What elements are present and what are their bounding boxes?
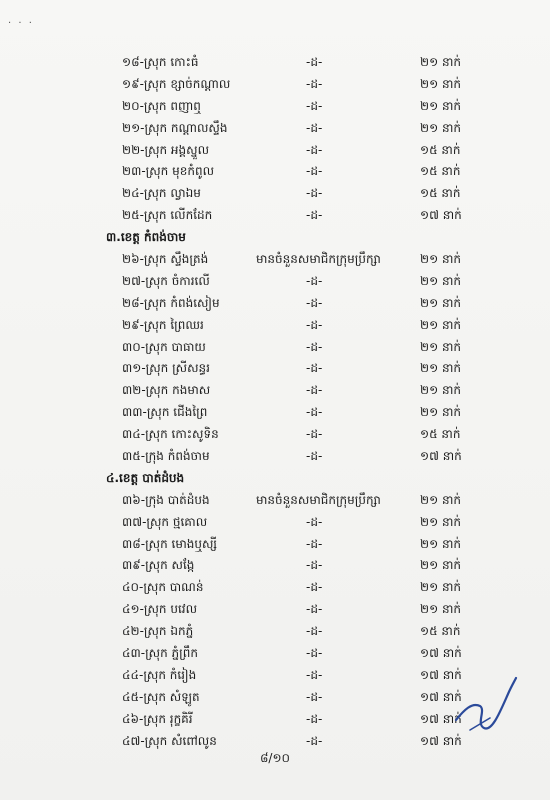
member-note: -ដ- [306,98,323,113]
member-note: មានចំនួនសមាជិកក្រុមប្រឹក្សា [256,252,381,267]
district-row [0,621,550,643]
district-row [0,512,550,534]
member-note: មានចំនួនសមាជិកក្រុមប្រឹក្សា [256,492,381,507]
district-name: ៤០-ស្រុក បាណន់ [122,580,204,595]
member-note: -ដ- [306,295,323,310]
district-name: ៣២-ស្រុក កងមាស [122,383,211,398]
member-note: -ដ- [306,689,323,704]
section-heading-text: ៣.ខេត្ត កំពង់ចាម [106,230,186,245]
member-count: ២១ នាក់ [420,317,462,332]
member-count: ១៥ នាក់ [420,427,461,442]
member-count: ២១ នាក់ [420,76,462,91]
member-count: ១៧ នាក់ [420,667,462,682]
member-count: ១៥ នាក់ [420,186,461,201]
member-count: ២១ នាក់ [420,361,462,376]
member-note: -ដ- [306,624,323,639]
section-heading [0,468,550,490]
district-name: ៣០-ស្រុក បាធាយ [122,339,206,354]
member-note: -ដ- [306,383,323,398]
page-number: ៨/១០ [259,751,291,765]
member-note: -ដ- [306,208,323,223]
member-note: -ដ- [306,536,323,551]
member-count: ២១ នាក់ [420,98,462,113]
member-note: -ដ- [306,514,323,529]
district-row [0,402,550,424]
member-note: -ដ- [306,361,323,376]
member-count: ២១ នាក់ [420,558,462,573]
member-count: ២១ នាក់ [420,536,462,551]
member-note: -ដ- [306,186,323,201]
member-count: ១៥ នាក់ [420,142,461,157]
member-note: -ដ- [306,580,323,595]
district-name: ៣៩-ស្រុក សង្កែ [122,558,195,573]
member-note: -ដ- [306,273,323,288]
district-row [0,534,550,556]
district-row [0,52,550,74]
district-row [0,183,550,205]
district-name: ៤៥-ស្រុក សំឡូត [122,689,200,704]
member-note: -ដ- [306,602,323,617]
district-name: ៣៥-ក្រុង កំពង់ចាម [122,449,210,464]
section-heading [0,227,550,249]
member-note: -ដ- [306,339,323,354]
member-count: ២១ នាក់ [420,295,462,310]
district-row [0,293,550,315]
district-row [0,140,550,162]
member-note: -ដ- [306,667,323,682]
district-row [0,555,550,577]
district-row [0,424,550,446]
district-row [0,271,550,293]
district-row [0,337,550,359]
district-list [0,52,550,753]
district-name: ៤៣-ស្រុក ភ្នំព្រឹក [122,646,198,661]
district-name: ៣៧-ស្រុក ថ្មគោល [122,514,208,529]
district-row [0,96,550,118]
member-count: ២១ នាក់ [420,514,462,529]
member-note: -ដ- [306,558,323,573]
district-row [0,577,550,599]
district-name: ២៦-ស្រុក ស្ទឹងត្រង់ [122,252,209,267]
member-count: ១៧ នាក់ [420,646,462,661]
district-name: ៣៦-ក្រុង បាត់ដំបង [122,492,210,507]
district-name: ៤៤-ស្រុក កំរៀង [122,667,197,682]
member-count: ២១ នាក់ [420,55,462,69]
member-note: -ដ- [306,711,323,726]
district-row [0,358,550,380]
member-count: ១៥ នាក់ [420,624,461,639]
district-name: ៣៨-ស្រុក មោងឬស្សី [122,536,217,551]
member-count: ១៧ នាក់ [420,208,462,223]
district-name: ៤២-ស្រុក ឯកភ្នំ [122,624,194,639]
member-count: ២១ នាក់ [420,120,462,135]
member-count: ២១ នាក់ [420,339,462,354]
district-row [0,74,550,96]
district-row [0,599,550,621]
member-count: ២១ នាក់ [420,252,462,267]
member-note: -ដ- [306,405,323,420]
member-count: ១៧ នាក់ [420,711,462,726]
district-name: ២៧-ស្រុក ចំការលើ [122,273,210,288]
district-row [0,118,550,140]
district-name: ៤៧-ស្រុក សំពៅលូន [122,733,217,748]
member-count: ១៧ នាក់ [420,733,462,748]
district-row [0,205,550,227]
district-name: ២៨-ស្រុក កំពង់សៀម [122,295,220,310]
district-name: ៤១-ស្រុក បវេល [122,602,197,617]
section-heading-text: ៤.ខេត្ត បាត់ដំបង [106,470,185,485]
member-note: -ដ- [306,646,323,661]
district-row [0,161,550,183]
member-note: -ដ- [306,733,323,748]
district-name: ២៥-ស្រុក លើកដែក [122,208,213,223]
member-count: ២១ នាក់ [420,580,462,595]
scan-artifact: · · · [8,18,34,29]
district-row [0,315,550,337]
member-note: -ដ- [306,76,323,91]
member-note: -ដ- [306,449,323,464]
district-name: ១៩-ស្រុក ខ្សាច់កណ្ដាល [122,76,231,91]
member-count: ១៧ នាក់ [420,449,462,464]
district-row [0,643,550,665]
district-name: ២៣-ស្រុក មុខកំពូល [122,164,214,179]
member-count: ១៧ នាក់ [420,689,462,704]
district-row [0,380,550,402]
member-note: -ដ- [306,164,323,179]
member-count: ២១ នាក់ [420,602,462,617]
member-note: -ដ- [306,55,323,69]
district-name: ៣១-ស្រុក ស្រីសន្ធរ [122,361,210,376]
member-count: ២១ នាក់ [420,405,462,420]
member-count: ១៥ នាក់ [420,164,461,179]
member-count: ២១ នាក់ [420,492,462,507]
district-name: ៣៣-ស្រុក ជើងព្រៃ [122,405,208,420]
district-name: ២១-ស្រុក កណ្ដាលស្ទឹង [122,120,228,135]
district-name: ៣៤-ស្រុក កោះសូទិន [122,427,219,442]
district-row [0,490,550,512]
district-name: ៤៦-ស្រុក រុក្ខគិរី [122,711,193,726]
member-note: -ដ- [306,142,323,157]
district-name: ២២-ស្រុក អង្គស្នួល [122,142,210,157]
district-name: ២៩-ស្រុក ព្រៃឈរ [122,317,204,332]
signature-mark [450,672,520,742]
district-row [0,446,550,468]
district-row [0,249,550,271]
member-note: -ដ- [306,317,323,332]
district-name: ២០-ស្រុក ពញាឮ [122,98,201,113]
district-name: ១៨-ស្រុក កោះធំ [122,55,199,69]
member-note: -ដ- [306,427,323,442]
member-note: -ដ- [306,120,323,135]
district-name: ២៤-ស្រុក ល្វាឯម [122,186,201,201]
member-count: ២១ នាក់ [420,273,462,288]
member-count: ២១ នាក់ [420,383,462,398]
